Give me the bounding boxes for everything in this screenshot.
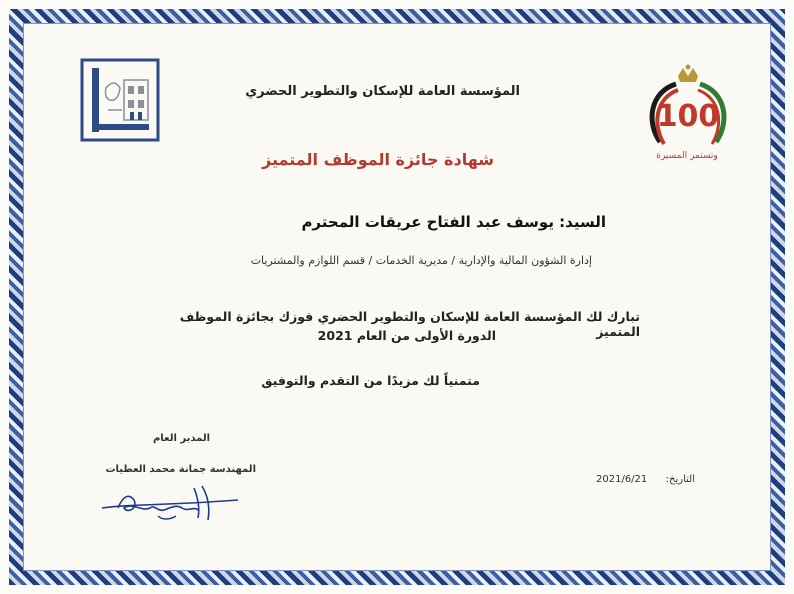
award-cycle: الدورة الأولى من العام 2021 [317, 328, 496, 343]
certificate-title: شهادة جائزة الموظف المتميز [262, 150, 494, 169]
recipient-department: إدارة الشؤون المالية والإدارية / مديرية الخدمات / قسم اللوازم والمشتريات [250, 254, 592, 267]
wishes-text: متمنياً لك مزيدًا من التقدم والتوفيق [261, 373, 480, 388]
date-label: التاريخ: [665, 474, 695, 485]
organization-name: المؤسسة العامة للإسكان والتطوير الحضري [245, 84, 520, 99]
date-value: 2021/6/21 [596, 474, 648, 485]
svg-text:100: 100 [656, 99, 720, 134]
recipient-name: السيد: يوسف عبد الفتاح عريقات المحترم [301, 213, 606, 231]
general-manager-name: المهندسة جمانة محمد العطيات [105, 464, 256, 475]
signature-icon [98, 478, 248, 526]
centennial-caption: وتستمر المسيرة [656, 151, 718, 161]
congratulation-message: تبارك لك المؤسسة العامة للإسكان والتطوير الحضري فوزك بجائزة الموظف المتميز [179, 309, 640, 339]
general-manager-title: المدير العام [152, 433, 210, 444]
organization-logo-icon [80, 58, 160, 142]
